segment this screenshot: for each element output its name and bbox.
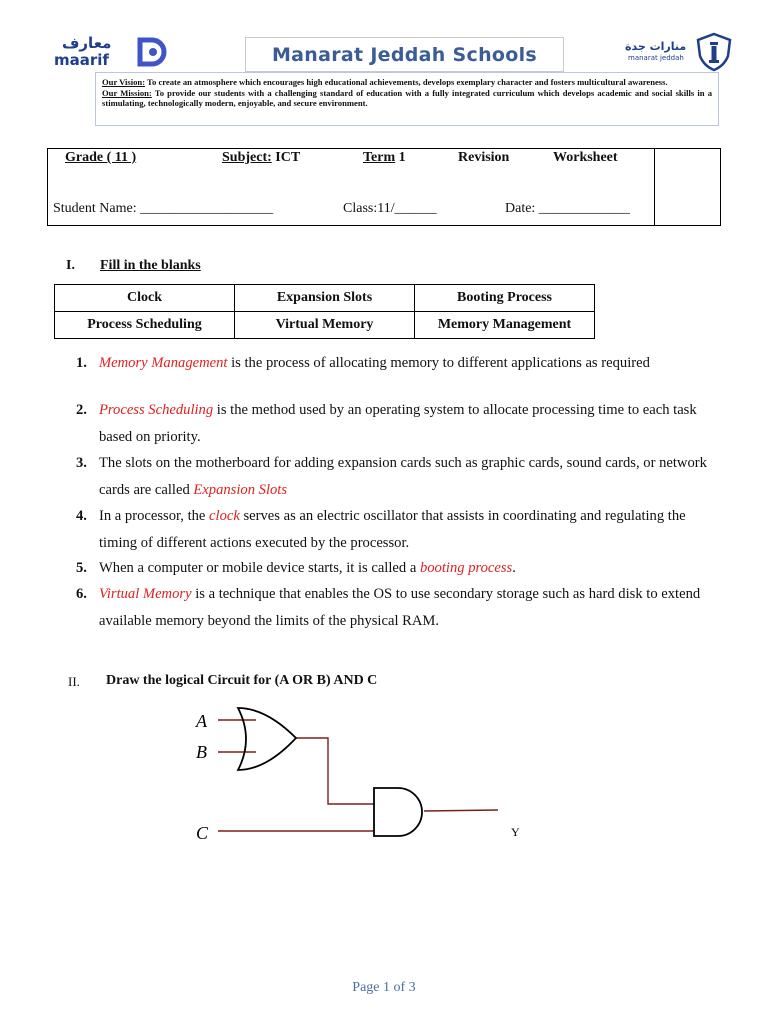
word-bank-cell: Process Scheduling	[55, 312, 235, 339]
term-value: 1	[395, 150, 406, 165]
table-row	[55, 312, 595, 339]
student-info-table	[47, 148, 721, 226]
worksheet-label: Worksheet	[553, 150, 618, 165]
question-number: 4.	[76, 508, 87, 524]
question-item	[76, 555, 716, 582]
question-post: .	[512, 560, 516, 576]
input-c-label: C	[196, 823, 209, 843]
question-post: is the process of allocating memory to different applications as required	[227, 355, 650, 371]
school-name: Manarat Jeddah Schools	[271, 43, 538, 66]
input-b-label: B	[196, 742, 207, 762]
vision-mission-box	[95, 72, 719, 126]
term-field	[363, 150, 406, 166]
school-name-banner	[245, 37, 564, 72]
question-item	[76, 503, 716, 556]
input-a-label: A	[196, 711, 207, 731]
table-row	[55, 285, 595, 312]
date-field: Date: _____________	[505, 201, 630, 216]
question-text	[99, 350, 716, 377]
word-bank-cell: Virtual Memory	[235, 312, 415, 339]
question-item	[76, 581, 716, 634]
question-number: 1.	[76, 355, 87, 371]
question-answer: Memory Management	[99, 355, 228, 371]
word-bank-cell: Clock	[55, 285, 235, 312]
section-1-numeral: I.	[66, 258, 75, 273]
question-text	[99, 555, 716, 582]
question-number: 6.	[76, 586, 87, 602]
class-field: Class:11/______	[343, 201, 437, 216]
question-post: is the method used by an operating system to allocate processing time to each task based on priority.	[99, 402, 697, 445]
question-text	[99, 397, 716, 450]
word-bank-cell: Booting Process	[415, 285, 595, 312]
vision-label: Our Vision:	[102, 77, 146, 87]
section-1-title: Fill in the blanks	[100, 258, 201, 273]
maarif-arabic-logotype: معارف	[62, 34, 112, 52]
term-label: Term	[363, 150, 396, 165]
word-bank-cell: Memory Management	[415, 312, 595, 339]
question-pre: When a computer or mobile device starts, it is called a	[99, 560, 420, 576]
question-item	[76, 397, 716, 450]
question-item	[76, 450, 716, 503]
word-bank-cell: Expansion Slots	[235, 285, 415, 312]
section-2-title: Draw the logical Circuit for (A OR B) AND C	[106, 673, 378, 688]
or-gate-icon	[238, 708, 296, 770]
vision-statement	[102, 77, 712, 88]
mission-statement	[102, 88, 712, 109]
question-post: serves as an electric oscillator that assists in coordinating and regulating the timing of different actions executed by the processor.	[99, 508, 686, 551]
question-answer: clock	[209, 508, 240, 524]
question-text	[99, 450, 716, 503]
revision-label: Revision	[458, 150, 510, 165]
word-bank-table	[54, 284, 595, 339]
question-number: 5.	[76, 560, 87, 576]
mission-label: Our Mission:	[102, 87, 152, 98]
question-text	[99, 503, 716, 556]
manarat-arabic-logotype: منارات جدة	[625, 40, 687, 53]
school-shield-icon	[694, 32, 734, 72]
table-divider	[654, 149, 655, 225]
question-answer: Expansion Slots	[193, 481, 288, 498]
question-post: is a technique that enables the OS to use secondary storage such as hard disk to extend available memory beyond the limits of the physical RAM.	[99, 586, 701, 629]
and-gate-icon	[374, 788, 422, 836]
question-pre: The slots on the motherboard for adding expansion cards such as graphic cards, sound cards, or network cards are called	[99, 455, 707, 498]
manarat-english-logotype: manarat jeddah	[628, 54, 684, 62]
question-answer: Process Scheduling	[99, 402, 214, 418]
question-number: 2.	[76, 402, 87, 418]
brand-mark-icon	[132, 36, 172, 68]
circuit-wires	[218, 720, 498, 831]
logic-circuit-diagram	[180, 700, 540, 850]
question-answer: Virtual Memory	[99, 586, 192, 602]
question-text	[99, 581, 716, 634]
subject-value: ICT	[271, 150, 301, 165]
question-answer: booting process	[419, 560, 513, 576]
section-2-numeral: II.	[68, 674, 80, 689]
grade-label: Grade ( 11 )	[65, 150, 137, 165]
maarif-english-logotype: maarif	[54, 51, 109, 69]
question-pre: In a processor, the	[99, 508, 210, 524]
question-number: 3.	[76, 455, 87, 471]
mission-text: To provide our students with a challenging standard of education with a fully integrated curriculum which develops academic and social skills in a stimulating, technologically modern, enjoyable, and secure environment.	[102, 87, 712, 109]
subject-label: Subject:	[222, 150, 272, 165]
page-number: Page 1 of 3	[352, 980, 416, 995]
subject-field	[222, 150, 300, 166]
student-name-field: Student Name: ___________________	[53, 201, 274, 216]
output-y-label: Y	[511, 825, 520, 839]
vision-text: To create an atmosphere which encourages high educational achievements, develops exemplary character and fosters multicultural awareness.	[145, 77, 668, 87]
question-item	[76, 350, 716, 377]
